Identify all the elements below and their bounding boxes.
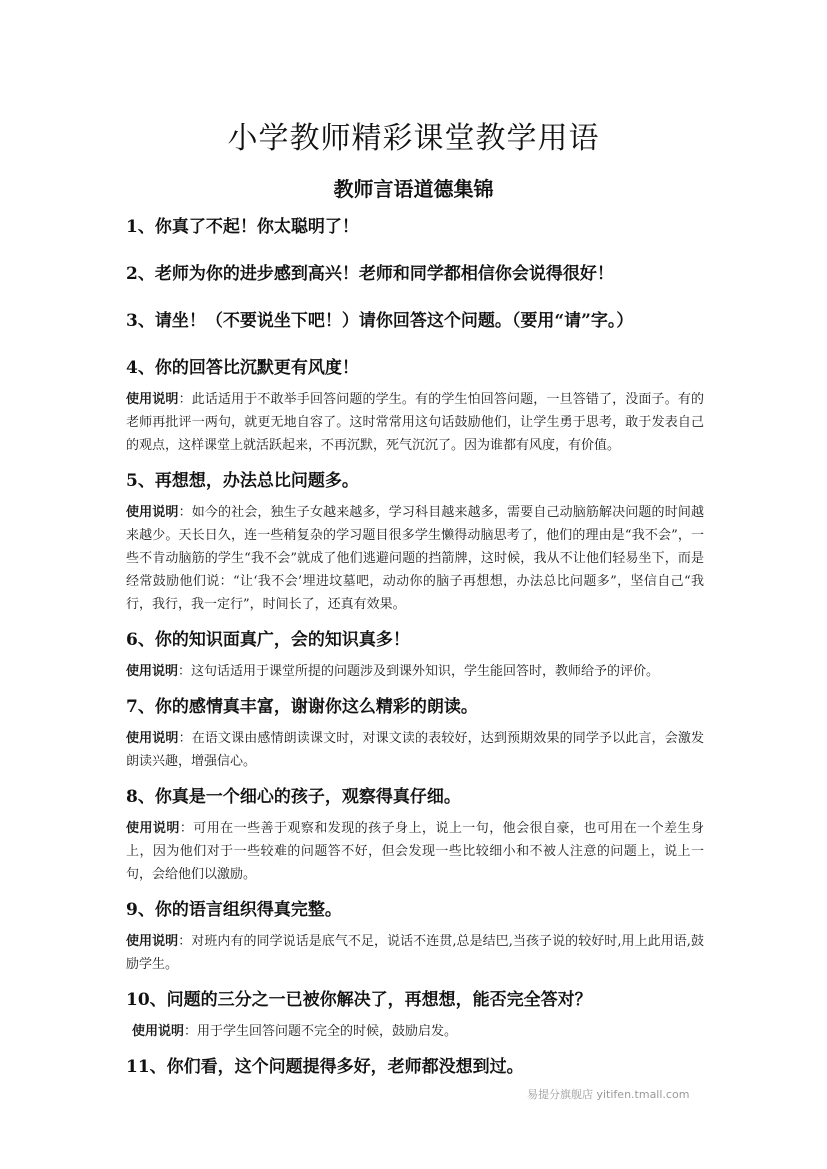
phrase-heading-8: 8、你真是一个细心的孩子，观察得真仔细。	[126, 787, 461, 807]
usage-note-7: 使用说明：在语文课由感情朗读课文时，对课文读的表较好，达到预期效果的同学予以此言，会激发朗读兴趣，增强信心。	[126, 731, 704, 769]
phrase-list	[126, 213, 704, 1081]
phrase-heading-9: 9、你的语言组织得真完整。	[126, 900, 342, 920]
phrase-heading-4: 4、你的回答比沉默更有风度！	[126, 358, 359, 378]
phrase-heading-11: 11、你们看，这个问题提得多好，老师都没想到过。	[126, 1057, 524, 1077]
usage-note-4: 使用说明：此话适用于不敢举手回答问题的学生。有的学生怕回答问题，一旦答错了，没面子。有的老师再批评一两句，就更无地自容了。这时常常用这句话鼓励他们，让学生勇于思考，敢于发表自己的观点，这样课堂上就活跃起来，不再沉默，死气沉沉了。因为谁都有风度，有价值。	[126, 392, 704, 453]
usage-label: 使用说明	[126, 821, 180, 836]
phrase-heading-7: 7、你的感情真丰富，谢谢你这么精彩的朗读。	[126, 697, 478, 717]
usage-note-5: 使用说明：如今的社会，独生子女越来越多，学习科目越来越多，需要自己动脑筋解决问题的时间越来越少。天长日久，连一些稍复杂的学习题目很多学生懒得动脑思考了，他们的理由是“我不会”，一些不肯动脑筋的学生“我不会”就成了他们逃避问题的挡箭牌，这时候，我从不让他们轻易坐下，而是经常鼓励他们说：“让‘我不会’埋进坟墓吧，动动你的脑子再想想，办法总比问题多”，坚信自己“我行，我行，我一定行”，时间长了，还真有效果。	[126, 505, 704, 612]
usage-label: 使用说明	[126, 664, 179, 679]
usage-note-8: 使用说明：可用在一些善于观察和发现的孩子身上，说上一句，他会很自豪，也可用在一个差生身上，因为他们对于一些较难的问题答不好，但会发现一些比较细小和不被人注意的问题上，说上一句，会给他们以激励。	[126, 821, 704, 882]
usage-note-10: 使用说明：用于学生回答问题不完全的时候，鼓励启发。	[132, 1024, 458, 1039]
usage-label: 使用说明	[126, 731, 179, 746]
footer-watermark: 易提分旗舰店 yitifen.tmall.com	[527, 1088, 690, 1101]
usage-label: 使用说明	[132, 1024, 185, 1039]
page-subtitle: 教师言语道德集锦	[333, 177, 494, 201]
usage-label: 使用说明	[126, 505, 179, 520]
phrase-heading-2: 2、老师为你的进步感到高兴！老师和同学都相信你会说得很好！	[126, 264, 614, 284]
page-title: 小学教师精彩课堂教学用语	[227, 121, 600, 156]
usage-note-6: 使用说明：这句话适用于课堂所提的问题涉及到课外知识，学生能回答时，教师给予的评价。	[126, 664, 660, 679]
phrase-heading-5: 5、再想想，办法总比问题多。	[126, 471, 359, 491]
phrase-heading-3: 3、请坐！（不要说坐下吧！）请你回答这个问题。（要用“请”字。）	[126, 311, 634, 331]
usage-label: 使用说明	[126, 392, 179, 407]
usage-label: 使用说明	[126, 934, 179, 949]
phrase-heading-10: 10、问题的三分之一已被你解决了，再想想，能否完全答对？	[126, 990, 592, 1010]
phrase-heading-6: 6、你的知识面真广，会的知识真多！	[126, 630, 410, 650]
usage-note-9: 使用说明：对班内有的同学说话是底气不足，说话不连贯,总是结巴,当孩子说的较好时,用上此用语,鼓励学生。	[126, 934, 704, 972]
phrase-heading-1: 1、你真了不起！你太聪明了！	[126, 217, 359, 237]
